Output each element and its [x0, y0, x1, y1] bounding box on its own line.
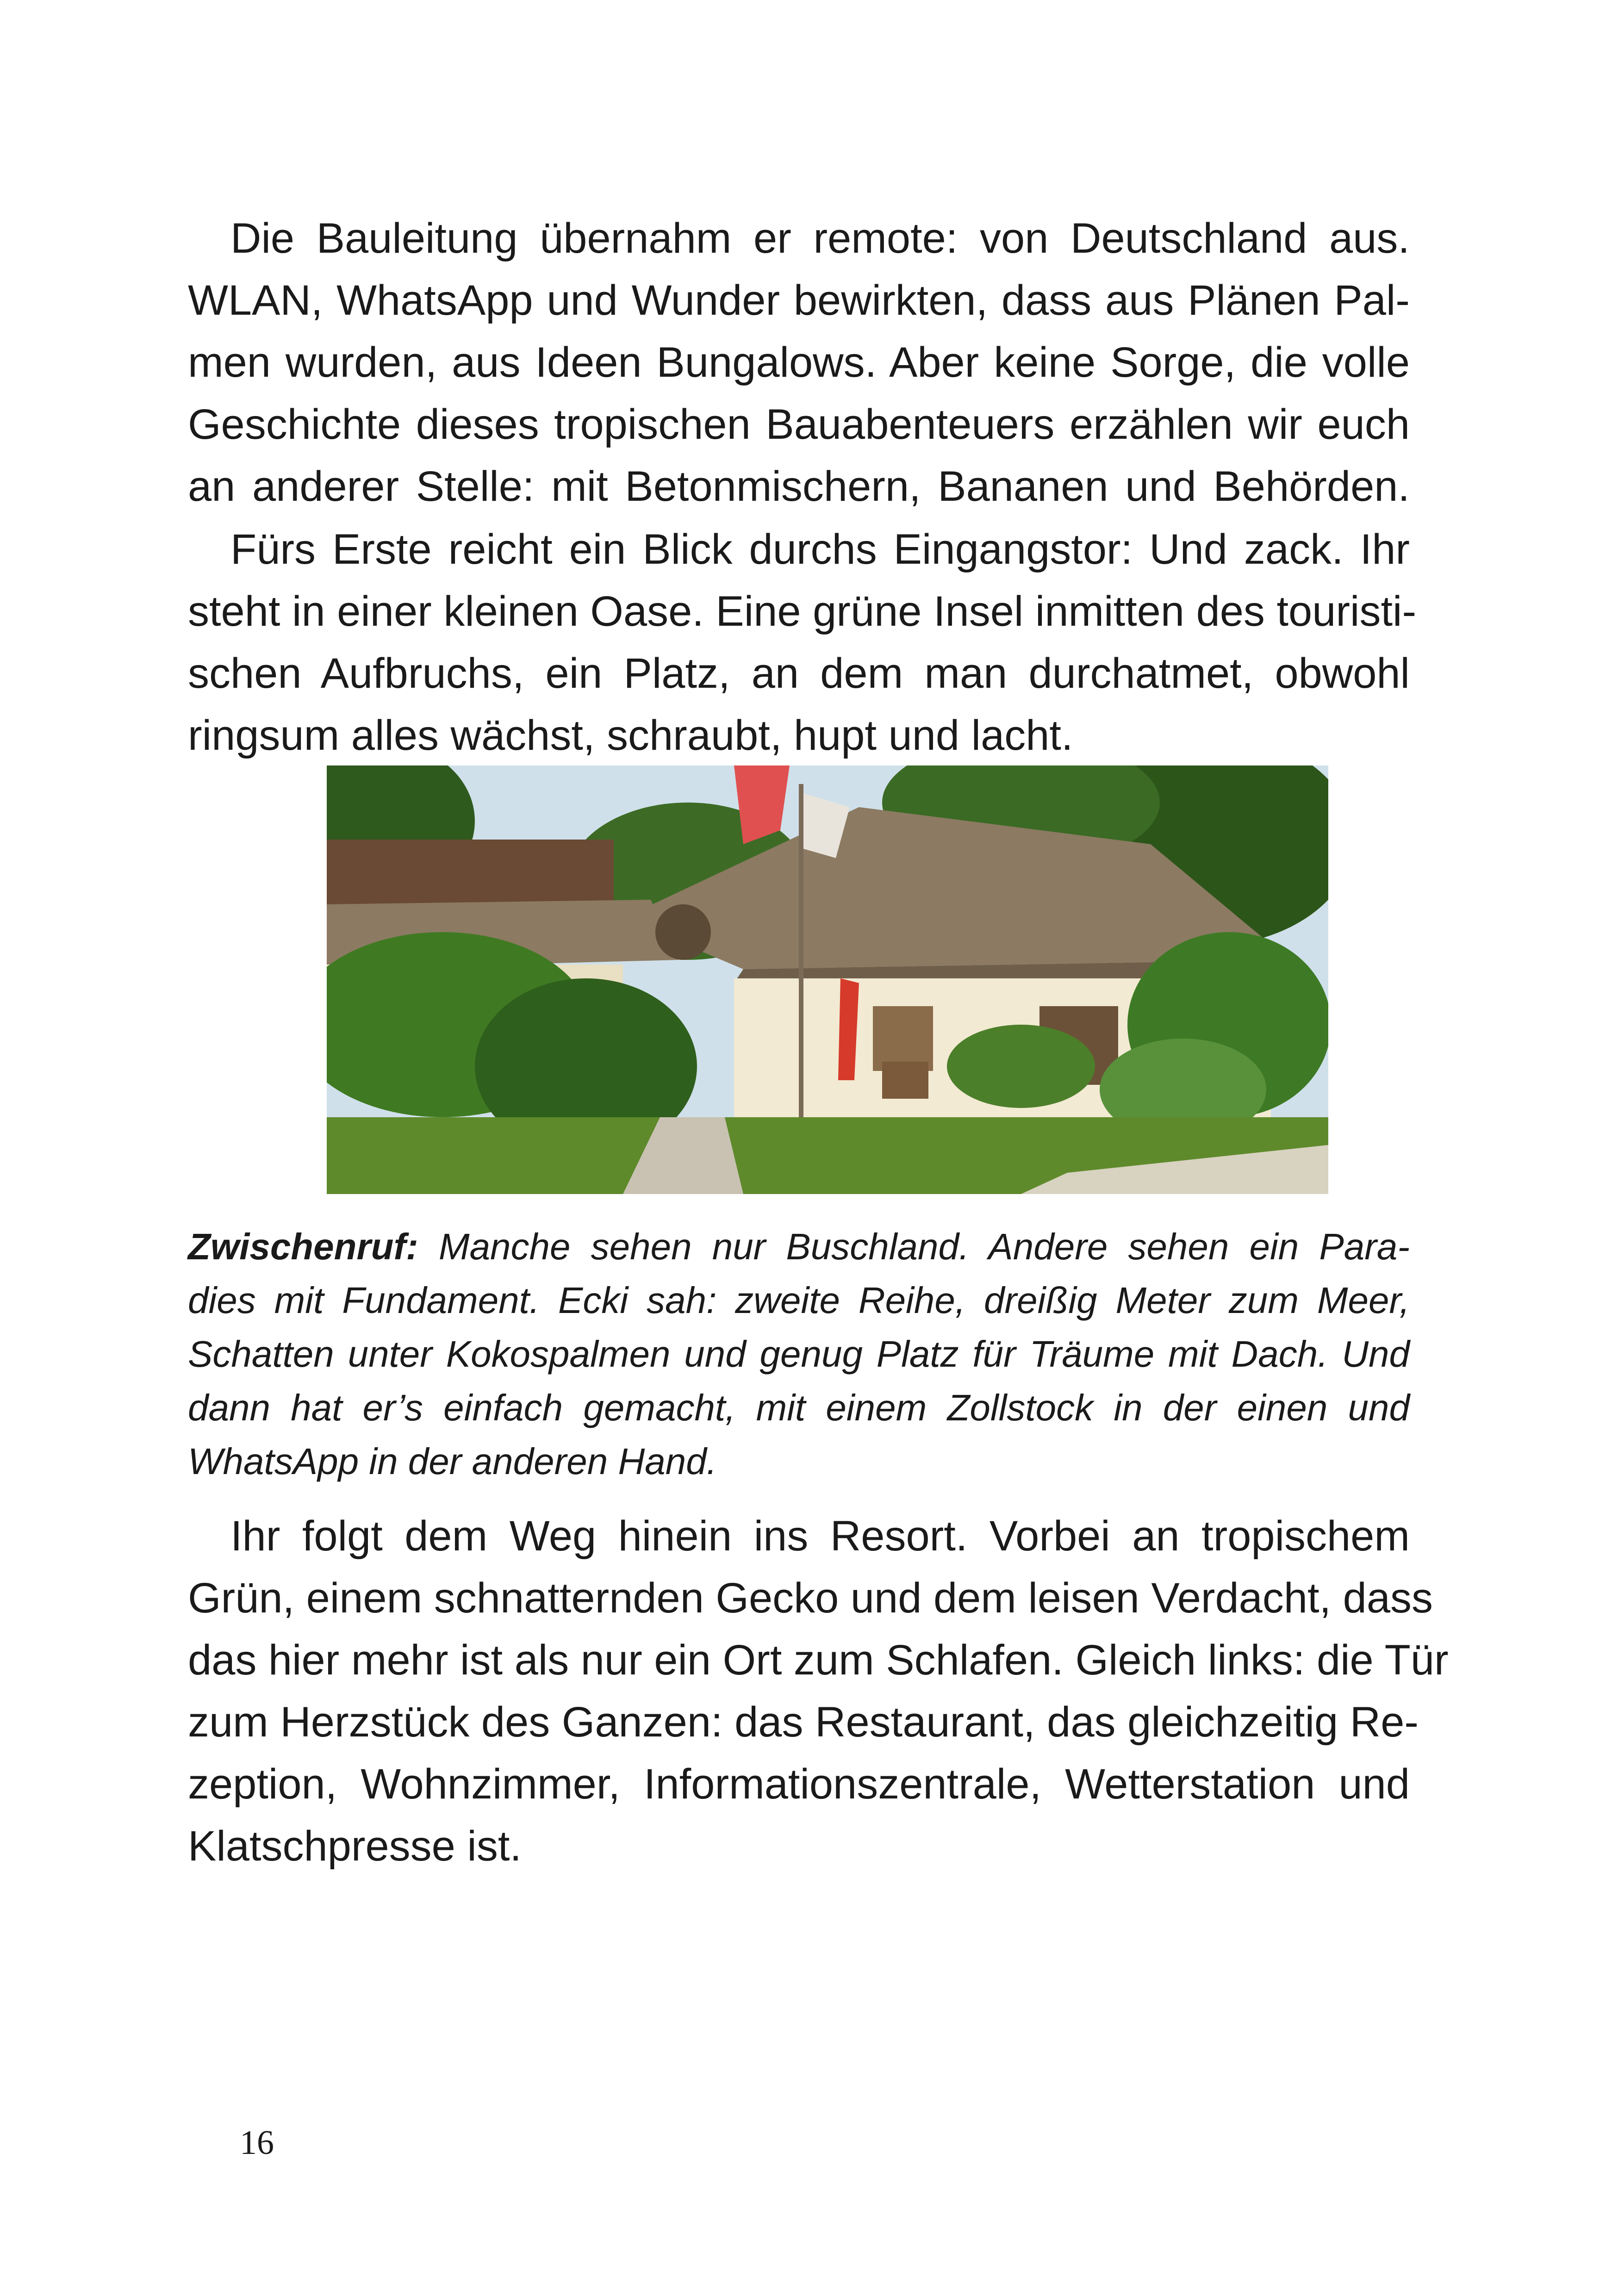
- callout-box: [188, 1220, 1410, 1488]
- paragraph-line: Klatschpresse ist.: [188, 1823, 522, 1870]
- photo-sign: [655, 904, 711, 960]
- callout-line: dies mit Fundament. Ecki sah: zweite Reihe, dreißig Meter zum Meer,: [188, 1280, 1410, 1321]
- paragraph-line: Ihr folgt dem Weg hinein ins Resort. Vorbei an tropischem: [188, 1512, 1410, 1560]
- paragraph-line: zum Herzstück des Ganzen: das Restaurant, das gleichzeitig Re-: [188, 1699, 1419, 1746]
- callout-line: [188, 1220, 1410, 1274]
- paragraph-2: [188, 518, 1417, 766]
- paragraph-line: zeption, Wohnzimmer, Informationszentrale, Wetterstation und: [188, 1761, 1410, 1808]
- photo-bush: [947, 1025, 1095, 1108]
- callout-label: Zwischenruf:: [188, 1226, 418, 1267]
- paragraph-1: [188, 207, 1410, 517]
- callout-text: Manche sehen nur Buschland. Andere sehen ein Para-: [438, 1226, 1410, 1267]
- paragraph-line: schen Aufbruchs, ein Platz, an dem man durchatmet, obwohl: [188, 650, 1410, 697]
- paragraph-line: Die Bauleitung übernahm er remote: von Deutschland aus.: [188, 215, 1410, 262]
- page-number: 16: [240, 2124, 274, 2162]
- paragraph-line: steht in einer kleinen Oase. Eine grüne Insel inmitten des touristi-: [188, 588, 1417, 635]
- paragraph-line: Grün, einem schnatternden Gecko und dem leisen Verdacht, dass: [188, 1574, 1433, 1622]
- photo-table: [882, 1062, 928, 1099]
- resort-photo: [327, 765, 1328, 1194]
- paragraph-line: ringsum alles wächst, schraubt, hupt und lacht.: [188, 712, 1073, 759]
- paragraph-4: [188, 1505, 1449, 1877]
- paragraph-line: das hier mehr ist als nur ein Ort zum Schlafen. Gleich links: die Tür: [188, 1636, 1449, 1684]
- photo-pole: [799, 784, 803, 1136]
- paragraph-line: Geschichte dieses tropischen Bauabenteuers erzählen wir euch: [188, 401, 1410, 448]
- callout-line: WhatsApp in der anderen Hand.: [188, 1441, 717, 1482]
- resort-photo-illustration: [327, 765, 1328, 1194]
- paragraph-line: men wurden, aus Ideen Bungalows. Aber keine Sorge, die volle: [188, 339, 1410, 386]
- photo-window: [873, 1006, 933, 1071]
- paragraph-line: an anderer Stelle: mit Betonmischern, Bananen und Behörden.: [188, 463, 1410, 510]
- callout-line: Schatten unter Kokospalmen und genug Platz für Träume mit Dach. Und: [188, 1333, 1410, 1375]
- paragraph-line: WLAN, WhatsApp und Wunder bewirkten, dass aus Plänen Pal-: [188, 277, 1410, 324]
- paragraph-line: Fürs Erste reicht ein Blick durchs Eingangstor: Und zack. Ihr: [188, 526, 1410, 573]
- callout-line: dann hat er’s einfach gemacht, mit einem Zollstock in der einen und: [188, 1387, 1410, 1428]
